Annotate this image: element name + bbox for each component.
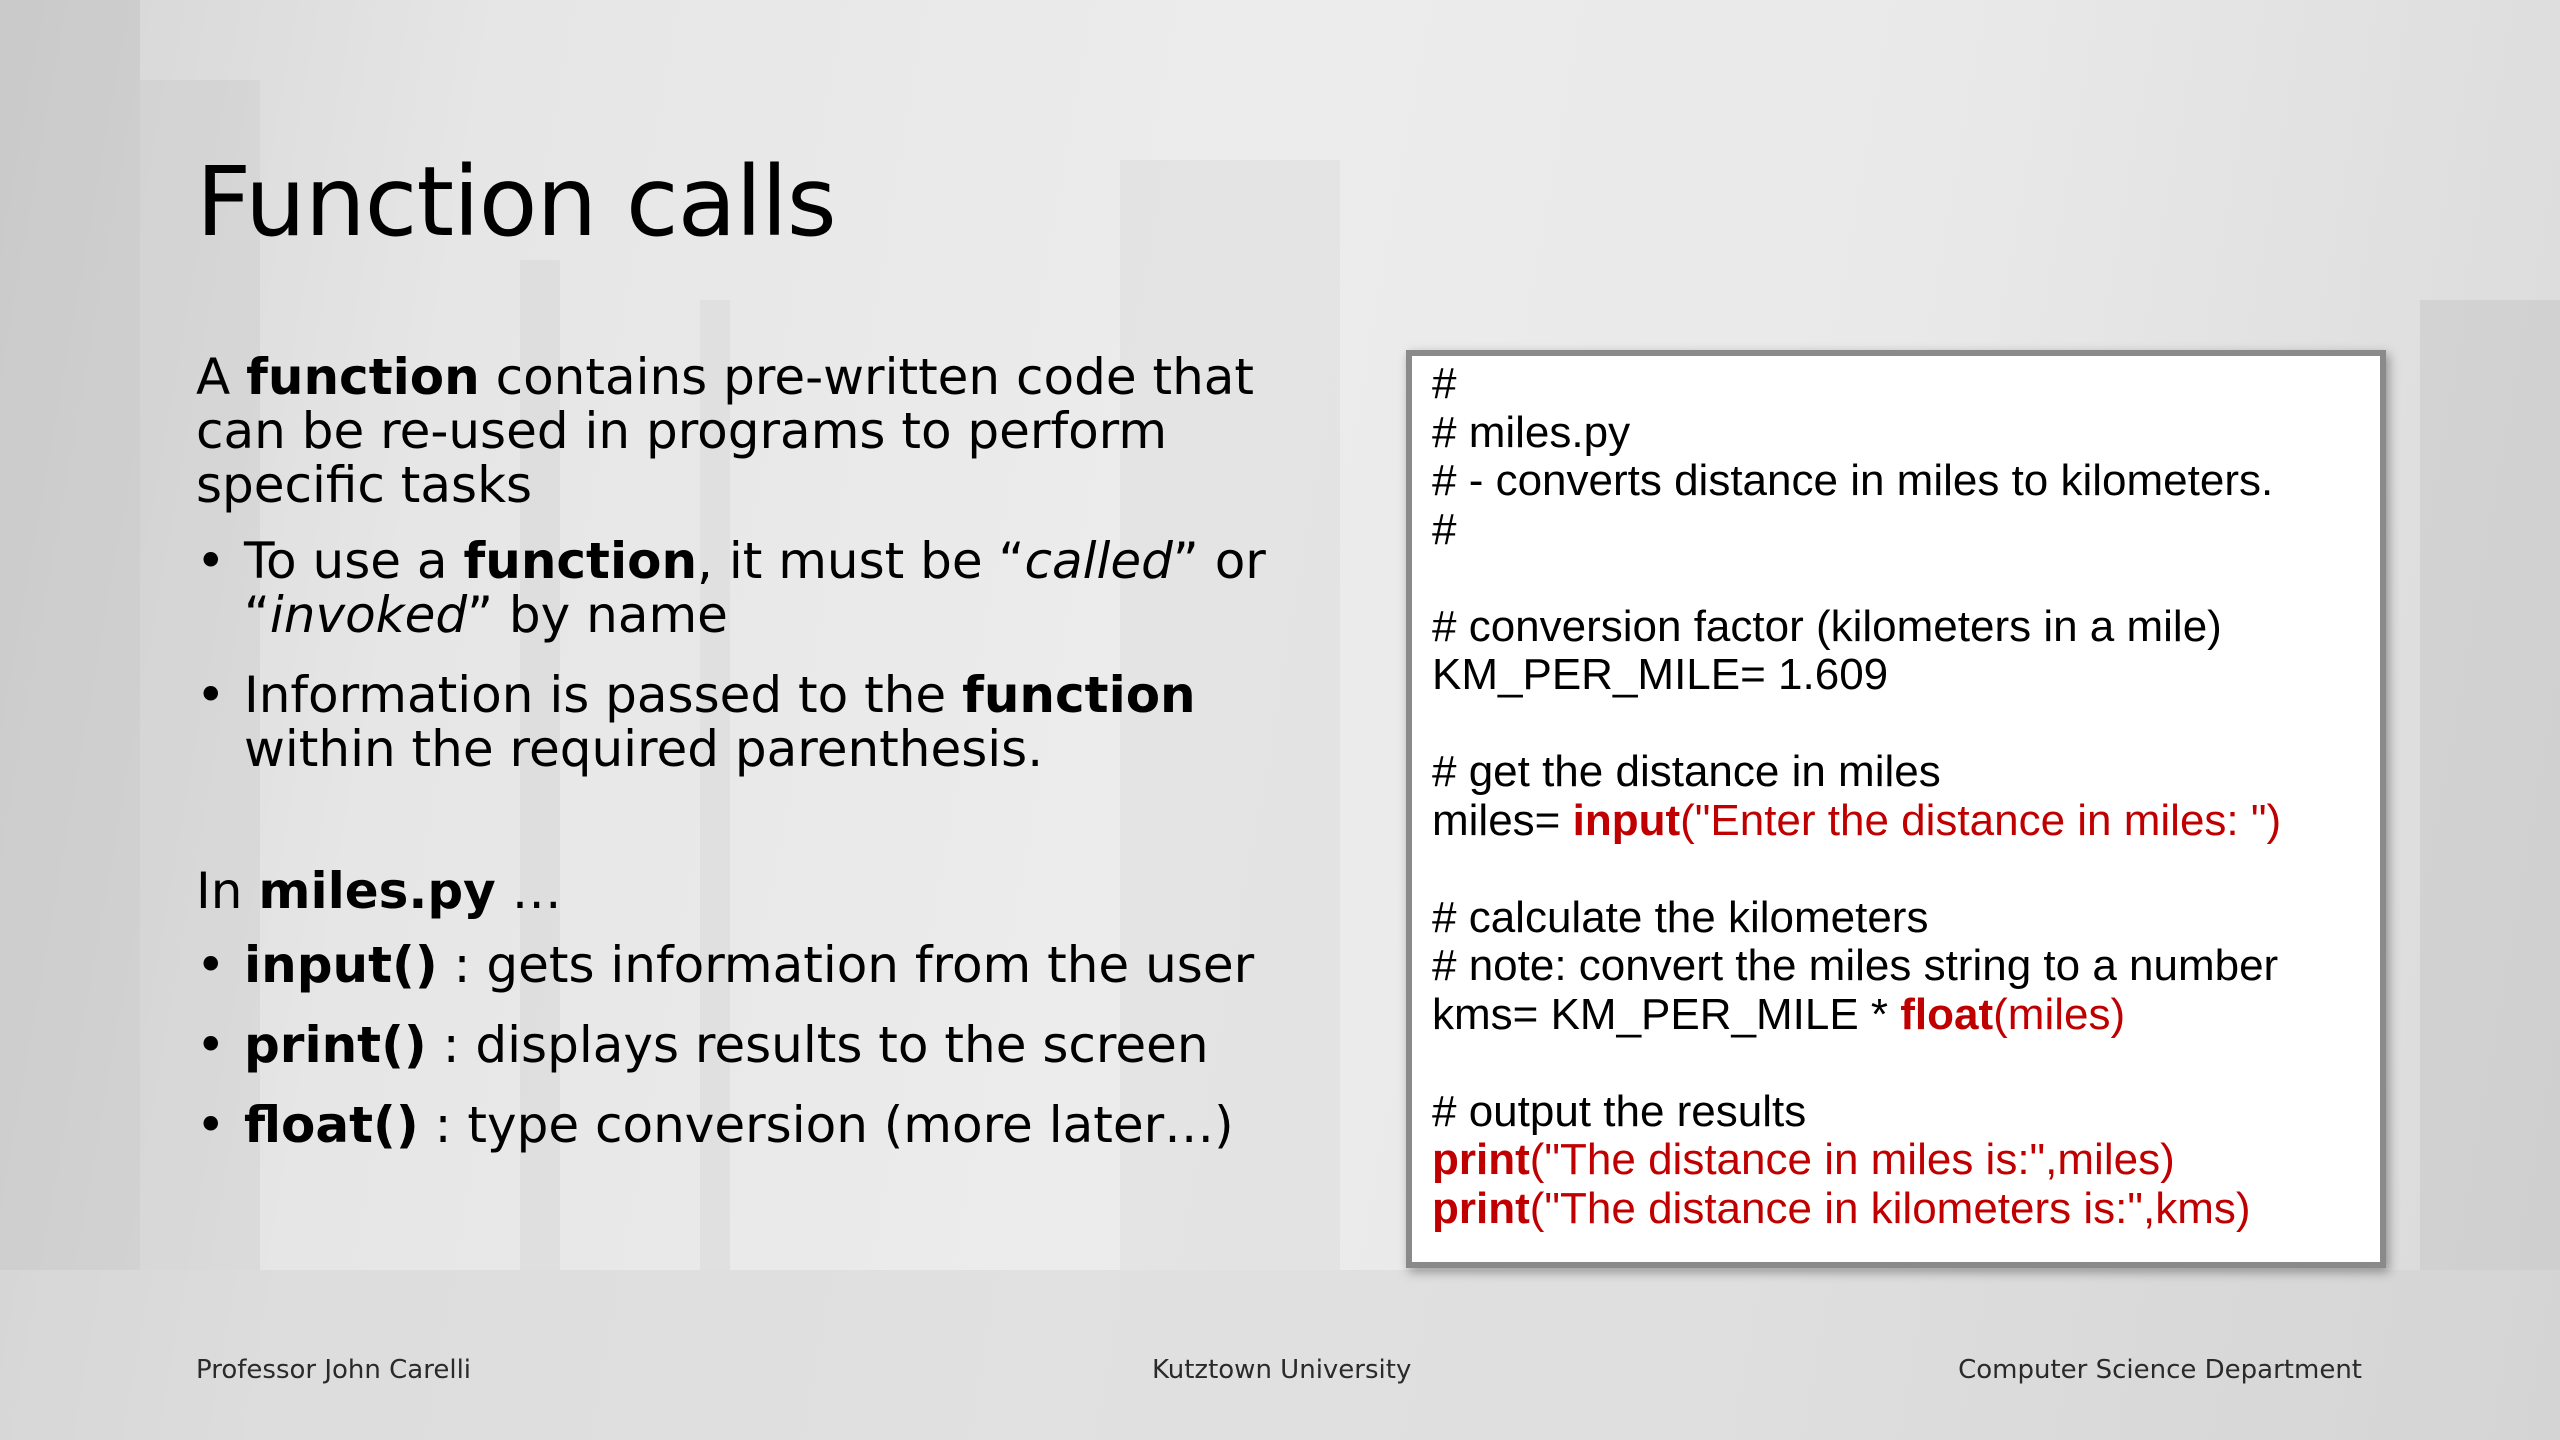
slide-title: Function calls [196,146,836,258]
code-line [1432,700,2360,749]
bullet-icon: • [196,532,226,590]
code-keyword: print [1432,1183,1530,1233]
text-run: ” or “ [244,532,1266,644]
code-line: # calculate the kilometers [1432,892,1929,942]
code-args: (miles) [1993,989,2126,1039]
bullet-icon: • [196,666,226,724]
bullet-icon: • [196,1096,226,1154]
code-text: kms= KM_PER_MILE * [1432,989,1901,1039]
text-run: within the required parenthesis. [244,720,1044,778]
section-heading [196,864,1336,918]
footer-institution: Kutztown University [1152,1355,1412,1385]
function-desc: : type conversion (more later…) [418,1096,1234,1154]
code-line: KM_PER_MILE= 1.609 [1432,650,1889,699]
code-args: ("Enter the distance in miles: ") [1680,795,2282,845]
code-line: # get the distance in miles [1432,747,1941,796]
bullet-icon: • [196,936,226,994]
code-line: # [1432,359,1457,408]
code-line: # conversion factor (kilometers in a mile) [1432,601,2222,651]
code-line [1432,991,2360,1040]
intro-bold: function [246,348,480,406]
footer-author: Professor John Carelli [196,1355,472,1385]
list-item [196,938,1336,992]
code-args: ("The distance in miles is:",miles) [1529,1135,2175,1184]
function-name: float() [244,1096,419,1154]
intro-suffix: contains pre-written code that can be re-used in programs to perform specific tasks [196,348,1255,514]
text-run-bold: function [962,666,1196,724]
function-bullets [196,534,1336,776]
slide-body [196,350,1336,1178]
text-run-bold: function [463,532,698,590]
code-line [1432,1039,2360,1088]
list-item [196,1018,1336,1072]
text-run: To use a [244,532,464,590]
bullet-icon: • [196,1016,226,1074]
code-line [1432,1136,2360,1185]
builtin-functions-list [196,938,1336,1152]
code-line [1432,797,2360,846]
code-line [1432,554,2360,603]
code-text: miles= [1432,795,1573,845]
list-item [196,1098,1336,1152]
code-keyword: input [1572,795,1681,845]
intro-paragraph [196,350,1336,512]
code-line: # [1432,504,1457,554]
function-name: input() [244,936,438,994]
function-name: print() [244,1016,427,1074]
text-run: ” by name [467,586,728,644]
code-listing [1406,350,2386,1268]
code-line [1432,845,2360,894]
code-args: ("The distance in kilometers is:",kms) [1529,1183,2251,1233]
section-filename: miles.py [258,862,496,920]
list-item [196,668,1336,776]
text-run-italic: invoked [269,586,468,644]
intro-prefix: A [196,348,247,406]
code-line: # - converts distance in miles to kilometers. [1432,456,2274,505]
function-desc: : displays results to the screen [426,1016,1209,1074]
section-prefix: In [196,862,259,920]
text-run-italic: called [1024,532,1173,590]
code-keyword: float [1900,989,1994,1039]
footer-department: Computer Science Department [1958,1355,2362,1385]
code-keyword: print [1432,1135,1530,1184]
text-run: Information is passed to the [244,666,963,724]
function-desc: : gets information from the user [437,936,1255,994]
code-line [1432,1185,2360,1234]
text-run: , it must be “ [697,532,1025,590]
code-line: # miles.py [1432,407,1631,457]
section-suffix: … [495,862,562,920]
list-item [196,534,1336,642]
code-line: # note: convert the miles string to a number [1432,941,2279,990]
code-line: # output the results [1432,1086,1807,1136]
